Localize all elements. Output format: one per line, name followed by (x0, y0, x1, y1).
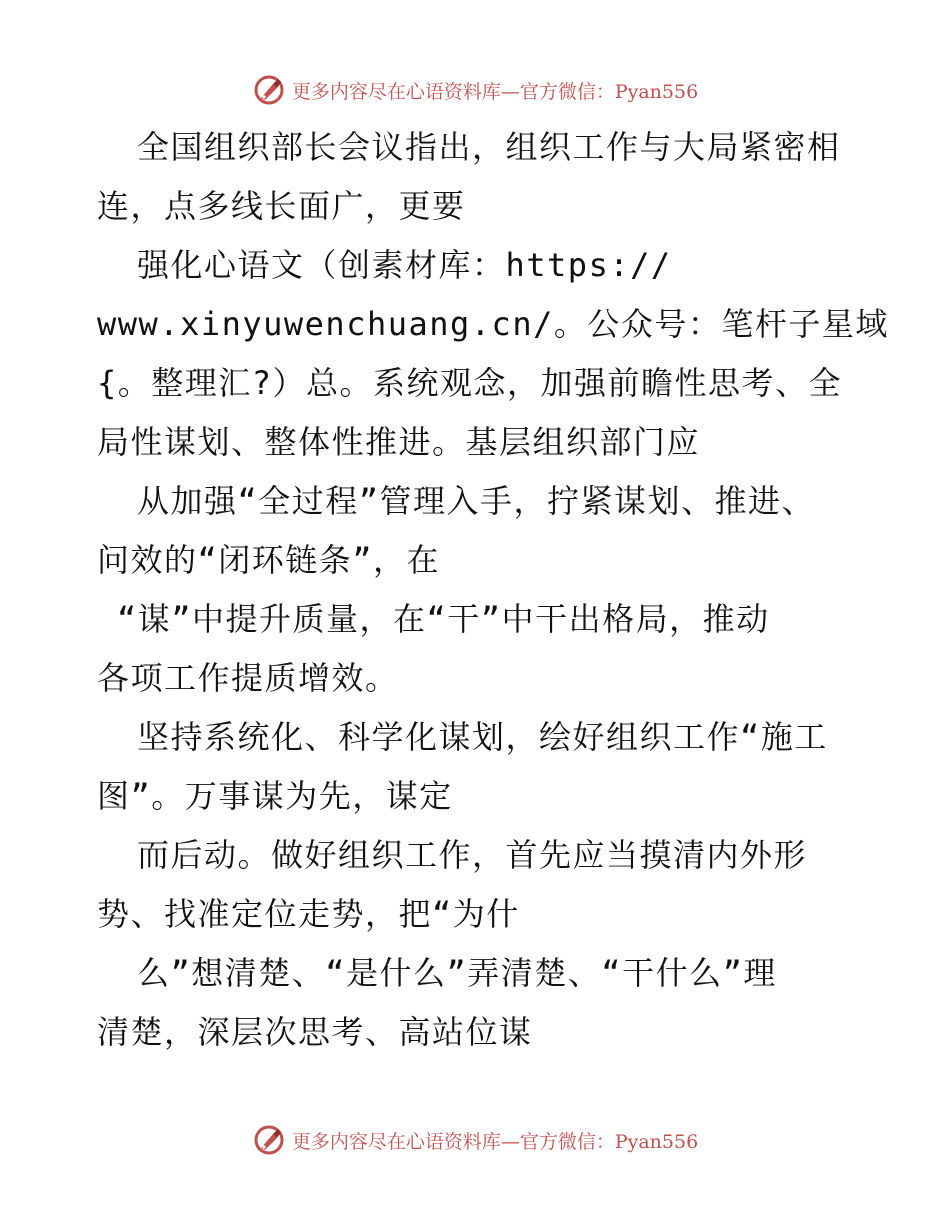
text-line: 问效的“闭环链条”，在 (97, 541, 441, 579)
text-line: 清楚，深层次思考、高站位谋 (97, 1013, 533, 1051)
text-line: 从加强“全过程”管理入手，拧紧谋划、推进、 (137, 482, 816, 520)
text-line: 坚持系统化、科学化谋划，绘好组织工作“施工 (137, 718, 828, 756)
text-line: {。整理汇?）总。系统观念，加强前瞻性思考、全 (97, 364, 843, 402)
text-line: 连，点多线长面广，更要 (97, 187, 466, 225)
text-line: www.xinyuwenchuang.cn/。公众号：笔杆子星域 (97, 305, 889, 343)
pen-nib-logo-icon (252, 1123, 286, 1157)
text-line: 全国组织部长会议指出，组织工作与大局紧密相 (137, 128, 841, 166)
watermark-text: 更多内容尽在心语资料库—官方微信：Pyan556 (291, 80, 699, 103)
text-line: 么”想清楚、“是什么”弄清楚、“干什么”理 (137, 954, 777, 992)
pen-nib-logo-icon (252, 73, 286, 107)
text-line: 强化心语文（创素材库：https:// (137, 246, 672, 284)
text-line: 势、找准定位走势，把“为什 (97, 895, 520, 933)
footer-watermark (0, 1120, 950, 1160)
header-watermark (0, 70, 950, 110)
text-line: “谋”中提升质量，在“干”中干出格局，推动 (117, 600, 770, 638)
body-text (97, 118, 889, 1062)
watermark-text: 更多内容尽在心语资料库—官方微信：Pyan556 (291, 1130, 699, 1153)
text-line: 局性谋划、整体性推进。基层组织部门应 (97, 423, 701, 461)
text-line: 各项工作提质增效。 (97, 659, 399, 697)
text-line: 而后动。做好组织工作，首先应当摸清内外形 (137, 836, 808, 874)
text-line: 图”。万事谋为先，谋定 (97, 777, 453, 815)
